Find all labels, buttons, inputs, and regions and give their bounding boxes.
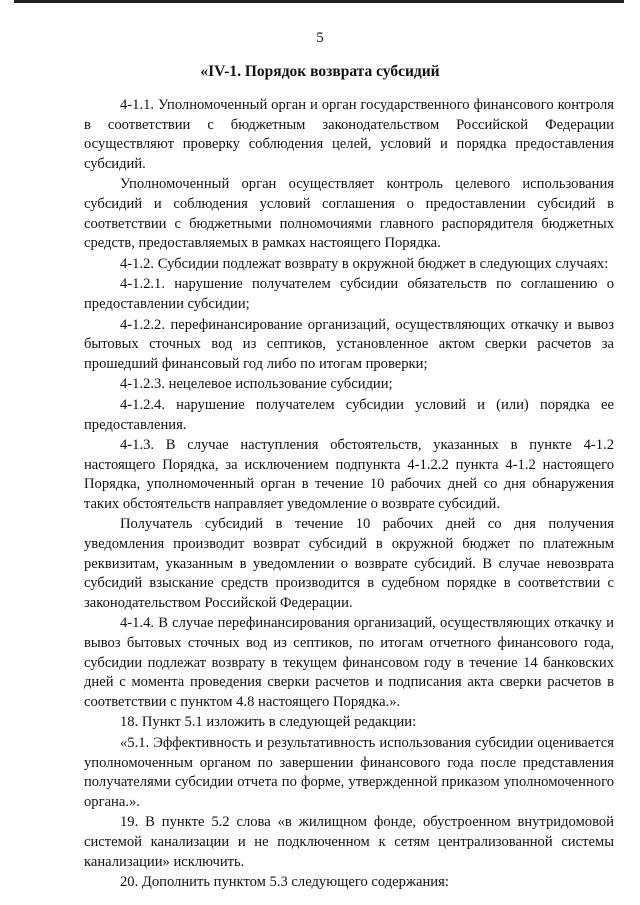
paragraph-4-1-2-4: 4-1.2.4. нарушение получателем субсидии условий и (или) порядка ее предоставления. [84, 396, 614, 433]
paragraph-4-1-1: 4-1.1. Уполномоченный орган и орган государственного финансового контроля в соответствии с бюджетным законодательством Российской Федерации осуществляют проверку соблюдения целей, условий и порядка предоставления субсидий. [84, 97, 614, 172]
paragraph-recipient-return: Получатель субсидий в течение 10 рабочих дней со дня получения уведомления производит возврат субсидий в окружной бюджет по платежным реквизитам, указанным в уведомлении о возврате субсидий. В случае невозврата субсидий взыскание средств производится в судебном порядке в соответствии с законодательством Российской Федерации. [84, 516, 614, 611]
top-border-line [14, 0, 624, 3]
paragraph-4-1-2-3: 4-1.2.3. нецелевое использование субсидии; [120, 376, 393, 393]
paragraph-item-18: 18. Пункт 5.1 изложить в следующей редакции: [120, 714, 417, 731]
paragraph-5-1: «5.1. Эффективность и результативность использования субсидии оценивается уполномоченным органом по завершении финансового года после представления получателями субсидии отчета по форме, утвержденной приказом уполномоченного органа.». [84, 735, 614, 810]
paragraph-control: Уполномоченный орган осуществляет контроль целевого использования субсидий и соблюдения условий соглашения о предоставлении субсидий в соответствии с бюджетными полномочиями главного распорядителя бюджетных средств, предоставляемых в рамках настоящего Порядка. [84, 176, 614, 252]
paragraph-4-1-2-1: 4-1.2.1. нарушение получателем субсидии обязательств по соглашению о предоставлении субсидии; [84, 276, 614, 312]
paragraph-4-1-3: 4-1.3. В случае наступления обстоятельств, указанных в пункте 4-1.2 настоящего Порядка, за исключением подпункта 4-1.2.2 пункта 4-1.2 настоящего Порядка, уполномоченный орган в течение 10 рабочих дней со дня обнаружения таких обстоятельств направляет уведомление о возврате субсидий. [84, 437, 614, 512]
document-body [84, 96, 614, 894]
paragraph-item-19: 19. В пункте 5.2 слова «в жилищном фонде, обустроенном внутридомовой системой канализации и не подключенном к сетям централизованной системы канализации» исключить. [84, 814, 614, 870]
paragraph-4-1-2: 4-1.2. Субсидии подлежат возврату в окружной бюджет в следующих случаях: [120, 255, 609, 272]
paragraph-4-1-4: 4-1.4. В случае перефинансирования организаций, осуществляющих откачку и вывоз бытовых сточных вод из септиков, по итогам отчетного финансового года, субсидии подлежат возврату в текущем финансовом году в течение 14 банковских дней с момента проведения сверки расчетов и подписания акта сверки расчетов в соответствии с пунктом 4.8 настоящего Порядка.». [84, 615, 614, 710]
page-number: 5 [316, 30, 324, 46]
paragraph-item-20: 20. Дополнить пунктом 5.3 следующего содержания: [120, 874, 449, 891]
paragraph-4-1-2-2: 4-1.2.2. перефинансирование организаций, осуществляющих откачку и вывоз бытовых сточных вод из септиков, установленное актом сверки расчетов за прошедший финансовый год либо по итогам проверки; [84, 316, 614, 372]
section-heading: «IV-1. Порядок возврата субсидий [200, 63, 440, 80]
